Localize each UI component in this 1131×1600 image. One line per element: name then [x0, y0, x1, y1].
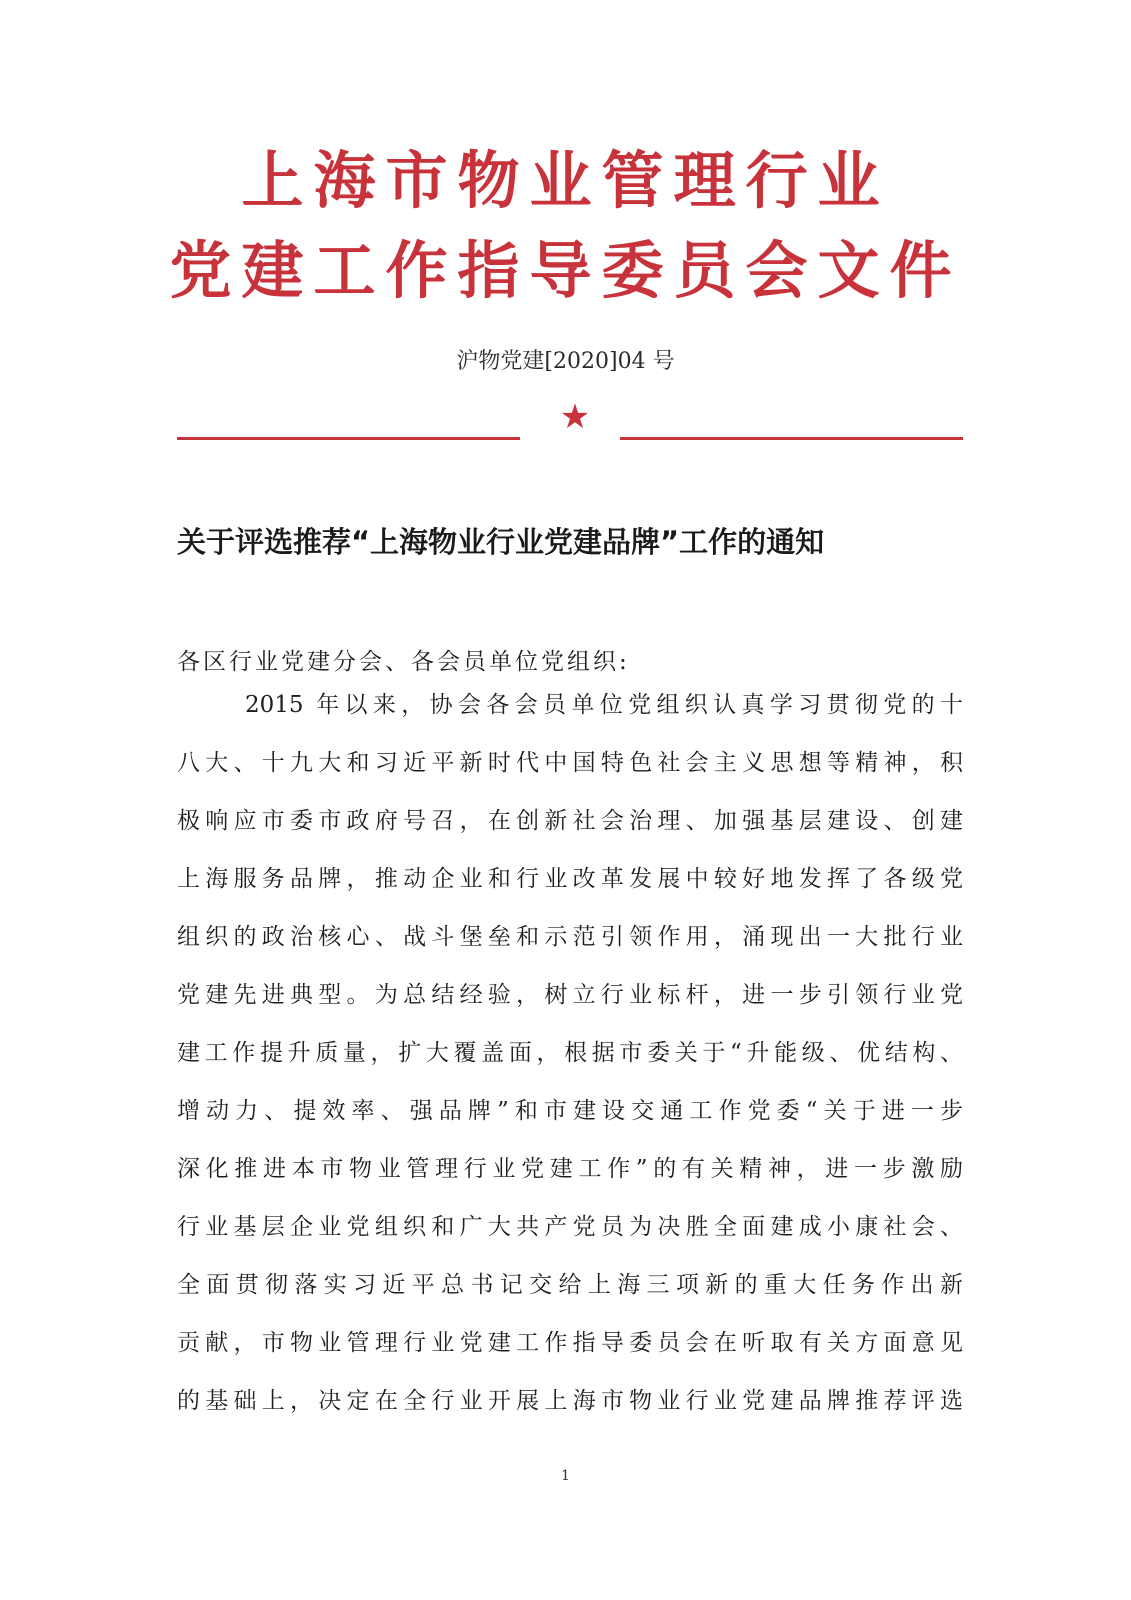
body-line: 建工作提升质量，扩大覆盖面，根据市委关于“升能级、优结构、: [177, 1040, 963, 1066]
notice-title: 关于评选推荐“上海物业行业党建品牌”工作的通知: [177, 525, 825, 559]
header-title-line-2: 党建工作指导委员会文件: [169, 234, 962, 307]
body-line: 党建先进典型。为总结经验，树立行业标杆，进一步引领行业党: [177, 982, 963, 1008]
body-line: 全面贯彻落实习近平总书记交给上海三项新的重大任务作出新: [177, 1272, 963, 1298]
body-line: 上海服务品牌，推动企业和行业改革发展中较好地发挥了各级党: [177, 866, 963, 892]
body-line: 组织的政治核心、战斗堡垒和示范引领作用，涌现出一大批行业: [177, 924, 963, 950]
body-line: 的基础上，决定在全行业开展上海市物业行业党建品牌推荐评选: [177, 1388, 963, 1414]
body-line: 行业基层企业党组织和广大共产党员为决胜全面建成小康社会、: [177, 1214, 963, 1240]
body-line: 2015 年以来，协会各会员单位党组织认真学习贯彻党的十: [245, 692, 963, 718]
document-number: 沪物党建[2020]04 号: [456, 349, 675, 374]
body-line: 极响应市委市政府号召，在创新社会治理、加强基层建设、创建: [177, 808, 963, 834]
divider-left: [177, 437, 520, 440]
body-line: 深化推进本市物业管理行业党建工作”的有关精神，进一步激励: [177, 1156, 963, 1182]
header-title-line-1: 上海市物业管理行业: [241, 144, 890, 217]
salutation: 各区行业党建分会、各会员单位党组织:: [177, 649, 630, 675]
divider-right: [620, 437, 963, 440]
body-line: 增动力、提效率、强品牌”和市建设交通工作党委“关于进一步: [177, 1098, 963, 1124]
body-line: 贡献，市物业管理行业党建工作指导委员会在听取有关方面意见: [177, 1330, 963, 1356]
page-number: 1: [561, 1468, 570, 1484]
body-line: 八大、十九大和习近平新时代中国特色社会主义思想等精神，积: [177, 750, 963, 776]
star-icon: ★: [559, 397, 591, 437]
